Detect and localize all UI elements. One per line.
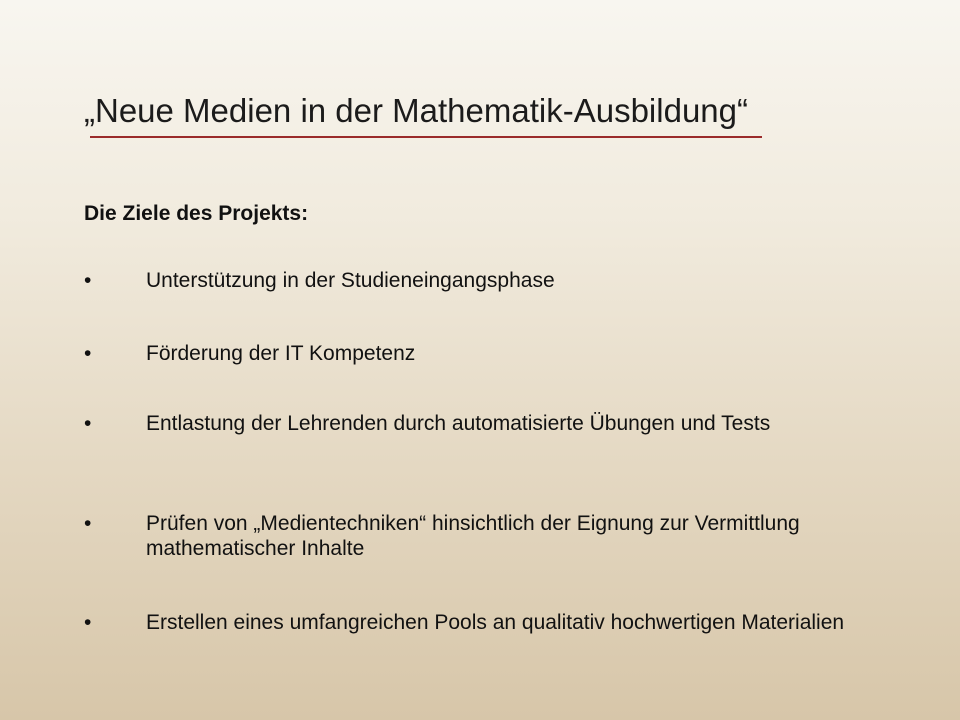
bullet-text: Erstellen eines umfangreichen Pools an qualitativ hochwertigen Materialien xyxy=(146,611,845,634)
bullet-item xyxy=(84,610,904,635)
title-underline xyxy=(90,136,762,138)
bullet-item xyxy=(84,411,904,436)
slide-title: „Neue Medien in der Mathematik-Ausbildung“ xyxy=(84,92,748,129)
section-heading: Die Ziele des Projekts: xyxy=(84,202,309,225)
bullet-icon: • xyxy=(84,512,92,535)
bullet-icon: • xyxy=(84,611,92,634)
bullet-item xyxy=(84,511,904,561)
bullet-item xyxy=(84,341,904,366)
bullet-text: Entlastung der Lehrenden durch automatisierte Übungen und Tests xyxy=(146,412,771,435)
bullet-item xyxy=(84,268,904,293)
bullet-text: Unterstützung in der Studieneingangsphase xyxy=(146,269,555,292)
bullet-icon: • xyxy=(84,412,92,435)
bullet-text: Prüfen von „Medientechniken“ hinsichtlich der Eignung zur Vermittlung mathematischer Inhalte xyxy=(146,512,800,560)
bullet-text: Förderung der IT Kompetenz xyxy=(146,342,416,365)
bullet-icon: • xyxy=(84,269,92,292)
bullet-icon: • xyxy=(84,342,92,365)
